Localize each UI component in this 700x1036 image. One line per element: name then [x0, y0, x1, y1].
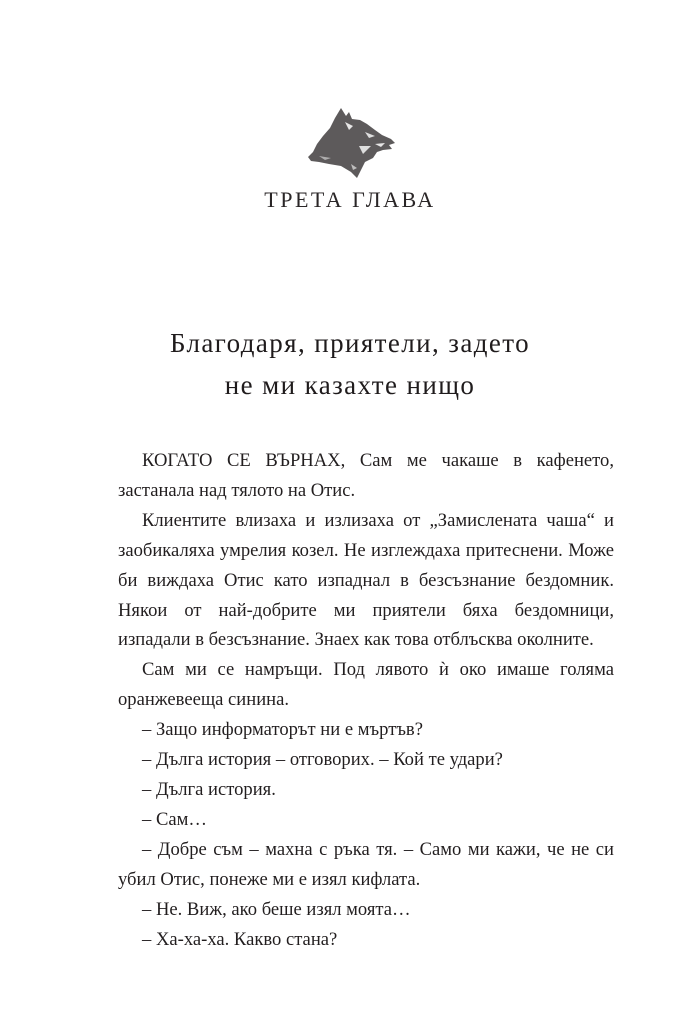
chapter-number: ТРЕТА ГЛАВА: [264, 187, 436, 212]
chapter-title-line-2: не ми казахте нищо: [224, 370, 476, 400]
dialogue-line: – Ха-ха-ха. Какво стана?: [142, 928, 338, 950]
dialogue-line: – Дълга история – отговорих. – Кой те удари?: [142, 749, 503, 771]
dialogue-line: – Защо информаторът ни е мъртъв?: [142, 719, 423, 741]
dialogue-line: – Дълга история.: [142, 778, 276, 800]
paragraph: КОГАТО СЕ ВЪРНАХ, Сам ме чакаше в кафенето, застанала над тялото на Отис.: [118, 450, 614, 501]
body-text: [118, 446, 614, 954]
paragraph: Сам ми се намръщи. Под лявото ѝ око имаше голяма оранжевееща синина.: [118, 659, 614, 711]
dialogue-line: – Сам…: [142, 808, 207, 830]
paragraph: Клиентите влизаха и излизаха от „Замислената чаша“ и заобикаляха умрелия козел. Не изглеждаха притеснени. Може би виждаха Отис като изпаднал в безсъзнание бездомник. Някои от най-добрите ми приятели бяха бездомници, изпадали в безсъзнание. Знаех как това отблъсква околните.: [118, 509, 614, 651]
dialogue-line: – Добре съм – махна с ръка тя. – Само ми кажи, че не си убил Отис, понеже ми е изял кифлата.: [118, 838, 614, 890]
chapter-title: [0, 322, 700, 406]
dialogue-line: – Не. Виж, ако беше изял моята…: [142, 898, 411, 920]
chapter-title-line-1: Благодаря, приятели, задето: [169, 328, 530, 358]
wolf-head-icon: [305, 106, 397, 180]
